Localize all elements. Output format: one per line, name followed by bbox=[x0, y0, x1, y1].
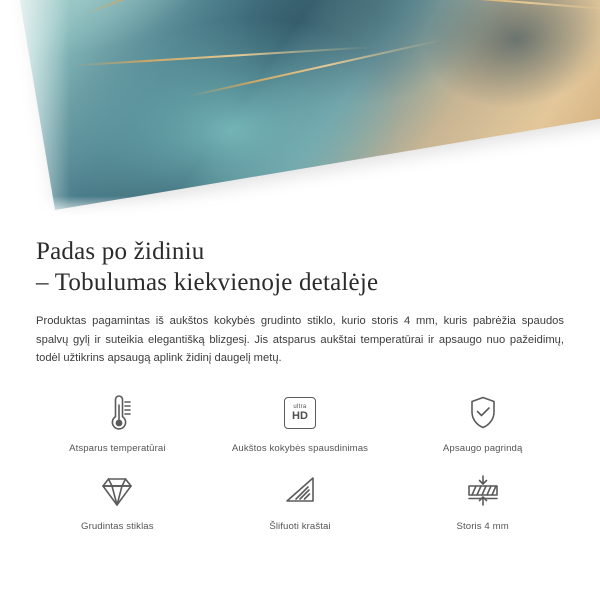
gold-vein bbox=[407, 0, 600, 12]
marble-panel bbox=[1, 0, 600, 210]
gold-vein bbox=[85, 0, 272, 15]
feature-label: Šlifuoti kraštai bbox=[269, 520, 331, 532]
page-title bbox=[36, 236, 564, 298]
description-paragraph: Produktas pagamintas iš aukštos kokybės grudinto stiklo, kurio storis 4 mm, kuris pabrėžia spaudos spalvų gylį ir suteikia elegantišką blizgesį. Jis atsparus aukštai temperatūrai ir apsaugo nuo pažeidimų, todėl užtikrins apsaugą aplink židinį daugelį metų. bbox=[36, 315, 564, 364]
feature-label: Apsaugo pagrindą bbox=[442, 442, 523, 454]
polished-edges-icon bbox=[280, 468, 320, 514]
feature-item-thickness bbox=[391, 468, 574, 532]
feature-label: Aukštos kokybės spausdinimas bbox=[231, 442, 369, 454]
page-title-line-2: – Tobulumas kiekvienoje detalėje bbox=[36, 269, 379, 296]
ultra-hd-top-text: ultra bbox=[293, 403, 307, 410]
hero-fade-left bbox=[0, 0, 70, 222]
feature-item-print-quality bbox=[209, 390, 392, 454]
feature-grid bbox=[0, 390, 600, 532]
thickness-icon bbox=[461, 468, 505, 514]
feature-item-protection bbox=[391, 390, 574, 454]
content-block bbox=[0, 222, 600, 368]
ultra-hd-bottom-text: HD bbox=[292, 409, 308, 422]
gold-vein bbox=[188, 39, 442, 97]
feature-label: Storis 4 mm bbox=[456, 520, 509, 532]
shield-check-icon bbox=[463, 390, 503, 436]
ultra-hd-icon bbox=[284, 390, 316, 436]
hero-image-inner bbox=[0, 0, 600, 222]
feature-label: Grudintas stiklas bbox=[81, 520, 154, 532]
thermometer-icon bbox=[97, 390, 137, 436]
feature-label: Atsparus temperatūrai bbox=[69, 442, 166, 454]
diamond-icon bbox=[95, 468, 139, 514]
feature-item-tempered-glass bbox=[26, 468, 209, 532]
hero-image bbox=[0, 0, 600, 222]
feature-item-temperature bbox=[26, 390, 209, 454]
hero-fade-bottom bbox=[0, 196, 600, 222]
page-title-line-1: Padas po židiniu bbox=[36, 238, 205, 265]
feature-item-polished-edges bbox=[209, 468, 392, 532]
